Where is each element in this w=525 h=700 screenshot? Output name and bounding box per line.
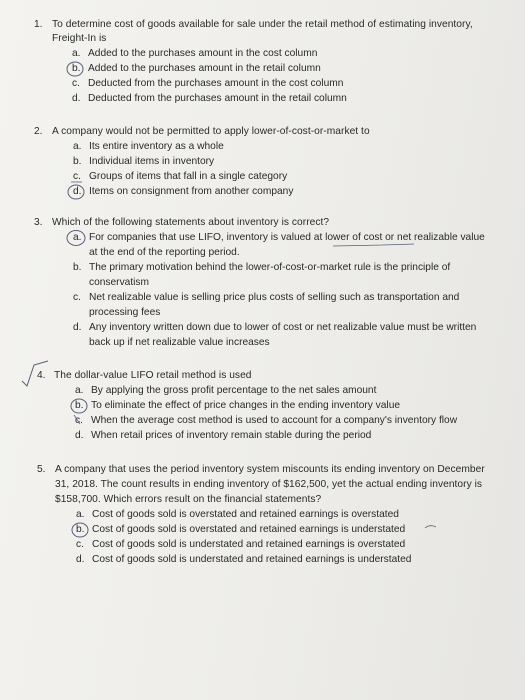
question-4-option-d: d. When retail prices of inventory remain stable during the period <box>75 430 372 441</box>
pen-dash-q5-b <box>425 526 436 528</box>
question-3-number: 3. <box>34 217 43 228</box>
question-5-option-a: a. Cost of goods sold is overstated and retained earnings is overstated <box>76 509 399 520</box>
question-4-option-b: b. To eliminate the effect of price changes in the ending inventory value <box>75 400 401 411</box>
question-3-option-b: b. The primary motivation behind the lower-of-cost-or-market rule is the principle of <box>73 262 451 273</box>
question-2-number: 2. <box>34 126 43 137</box>
question-4-number: 4. <box>37 370 46 381</box>
question-2-option-b: b. Individual items in inventory <box>73 156 215 167</box>
question-3-option-c-cont: processing fees <box>89 307 161 318</box>
question-3-option-b-cont: conservatism <box>89 277 150 288</box>
question-3-option-d: d. Any inventory written down due to lower of cost or net realizable value must be written <box>73 322 477 333</box>
question-5-stem-line-2: 31, 2018. The count results in ending inventory of $162,500, yet the actual ending inventory is <box>55 479 483 490</box>
question-5-option-c: c. Cost of goods sold is understated and retained earnings is overstated <box>76 539 406 550</box>
question-3-stem-line-1: Which of the following statements about inventory is correct? <box>52 217 330 228</box>
question-5-stem-line-1: A company that uses the period inventory system miscounts its ending inventory on December <box>55 464 485 475</box>
question-2-option-d: d. Items on consignment from another company <box>73 186 294 197</box>
question-1-option-a: a. Added to the purchases amount in the cost column <box>72 48 318 59</box>
question-5-option-b: b. Cost of goods sold is overstated and retained earnings is understated <box>76 524 406 535</box>
question-3-option-a: a. For companies that use LIFO, inventory is valued at lower of cost or net realizable value <box>73 232 485 243</box>
question-3-option-a-cont: at the end of the reporting period. <box>89 247 240 258</box>
question-3-option-c: c. Net realizable value is selling price plus costs of selling such as transportation and <box>73 292 460 303</box>
question-5-option-d: d. Cost of goods sold is understated and retained earnings is understated <box>76 554 412 565</box>
question-1-stem-line-2: Freight-In is <box>52 33 107 44</box>
pen-underline-q3 <box>333 244 414 246</box>
question-4-stem-line-1: The dollar-value LIFO retail method is used <box>54 370 252 381</box>
question-2-option-a: a. Its entire inventory as a whole <box>73 141 224 152</box>
question-1-option-b: b. Added to the purchases amount in the retail column <box>72 63 321 74</box>
question-1-option-d: d. Deducted from the purchases amount in the retail column <box>72 93 347 104</box>
question-5-number: 5. <box>37 464 46 475</box>
question-1-option-c: c. Deducted from the purchases amount in the cost column <box>72 78 344 89</box>
question-3-option-d-cont: back up if net realizable value increases <box>89 337 270 348</box>
question-2-stem-line-1: A company would not be permitted to apply lower-of-cost-or-market to <box>52 126 370 137</box>
question-4-option-c: c. When the average cost method is used to account for a company's inventory flow <box>75 415 458 426</box>
question-1-stem-line-1: To determine cost of goods available for sale under the retail method of estimating inventory, <box>52 19 473 30</box>
question-2-option-c: c. Groups of items that fall in a single category <box>73 171 288 182</box>
question-1-number: 1. <box>34 19 43 30</box>
question-4-option-a: a. By applying the gross profit percentage to the net sales amount <box>75 385 377 396</box>
question-5-stem-line-3: $158,700. Which errors result on the financial statements? <box>55 494 322 505</box>
